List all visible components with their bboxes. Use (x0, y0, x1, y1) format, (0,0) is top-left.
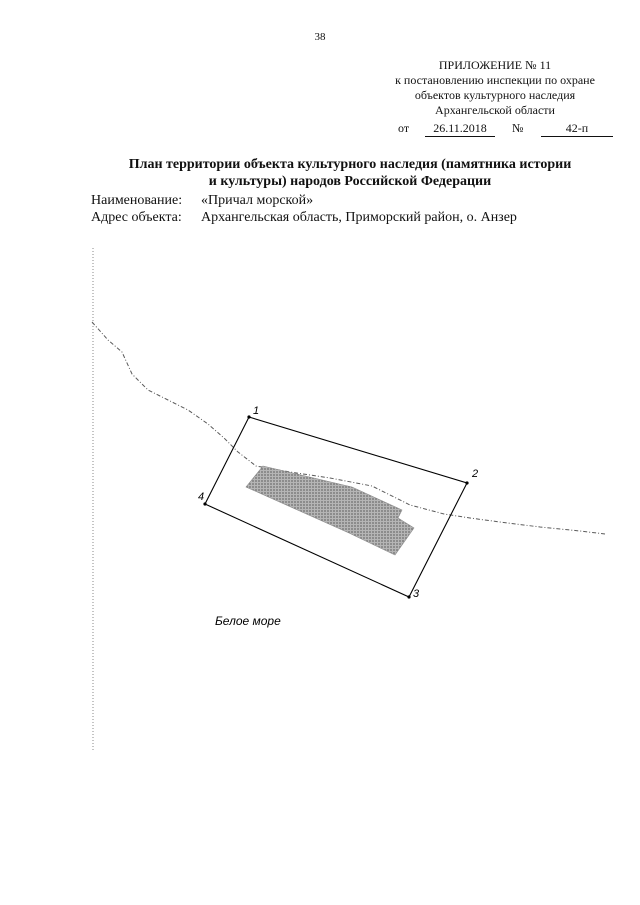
appendix-line-3: Архангельской области (435, 103, 555, 117)
address-value: Архангельская область, Приморский район, о. Анзер (201, 210, 517, 225)
boundary-point-3-label: 3 (413, 588, 420, 600)
address-label: Адрес объекта: (91, 210, 182, 225)
appendix-line-1: к постановлению инспекции по охране (395, 73, 595, 87)
boundary-point-3-marker (407, 595, 410, 598)
boundary-point-1-label: 1 (253, 405, 260, 417)
title-line-1: План территории объекта культурного наследия (памятника истории (128, 157, 572, 172)
title-line-2: и культуры) народов Российской Федерации (208, 174, 492, 189)
page-number: 38 (314, 31, 326, 43)
appendix-line-2: объектов культурного наследия (414, 88, 576, 102)
name-label: Наименование: (91, 193, 183, 208)
boundary-point-1-marker (247, 415, 250, 418)
resolution-date: 26.11.2018 (425, 121, 495, 137)
resolution-number: 42-п (541, 121, 613, 137)
boundary-point-2-marker (465, 481, 468, 484)
pier-object (246, 466, 414, 555)
sea-label: Белое море (215, 614, 281, 628)
boundary-point-2-label: 2 (472, 468, 479, 480)
appendix-heading: ПРИЛОЖЕНИЕ № 11 (438, 58, 552, 72)
name-value: «Причал морской» (201, 193, 314, 208)
boundary-point-4-label: 4 (198, 491, 205, 503)
date-prefix: от (398, 121, 410, 135)
number-prefix: № (512, 121, 524, 135)
